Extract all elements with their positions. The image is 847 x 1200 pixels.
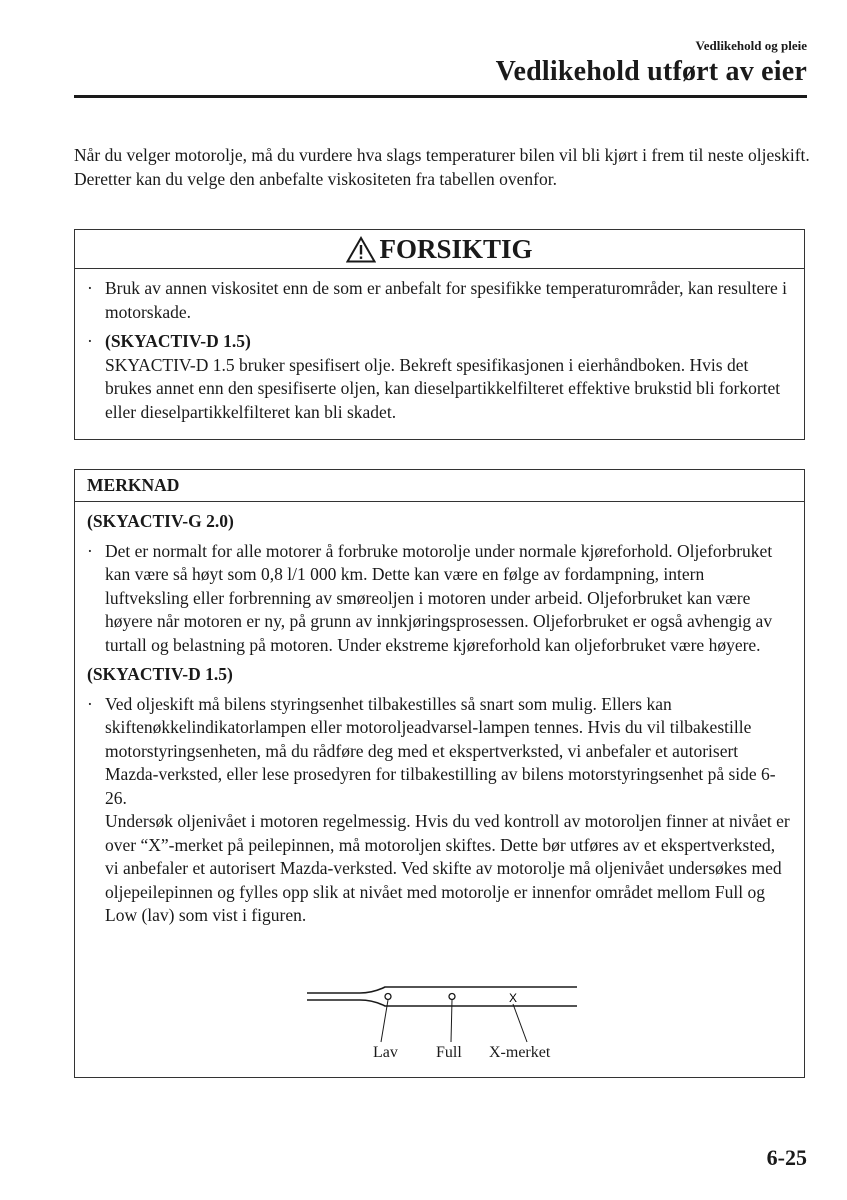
bullet-icon: · [87,693,93,714]
figure-label-low: Lav [373,1044,398,1061]
caution-item-text: SKYACTIV-D 1.5 bruker spesifisert olje. Bekreft spesifikasjonen i eierhåndboken. Hvis det brukes annet enn den spesifiserte oljen, kan dieselpartikkelfilteret effektive brukstid bli forkortet eller dieselpartikkelfilteret kan bli skadet. [105,354,781,422]
caution-header [75,230,804,269]
list-item [85,693,792,928]
dipstick-shape [307,987,577,1006]
caution-item-heading: (SKYACTIV-D 1.5) [105,331,251,351]
note-box [74,469,805,1078]
figure-label-x: X-merket [489,1044,551,1061]
header-divider [74,95,807,98]
caution-title: FORSIKTIG [379,233,533,264]
bullet-icon: · [87,540,93,561]
caution-item-text: Bruk av annen viskositet enn de som er anbefalt for spesifikke temperaturområder, kan resultere i motorskade. [105,278,788,322]
page-title: Vedlikehold utført av eier [495,56,807,87]
list-item [85,540,792,658]
intro-paragraph-1: Når du velger motorolje, må du vurdere hva slags temperaturer bilen vil bli kjørt i frem til neste oljeskift. [74,145,810,165]
list-item [85,330,792,424]
note-subheading-d15: (SKYACTIV-D 1.5) [87,664,233,684]
bullet-icon: · [87,331,93,351]
caution-item-body [105,330,792,424]
note-text-g20: Det er normalt for alle motorer å forbruke motorolje under normale kjøreforhold. Oljeforbruket kan være så høyt som 0,8 l/1 000 km. Dette kan være en følge av fordampning, intern luftveksling eller forbrenning av smøreoljen i motoren under arbeid. Oljeforbruket kan være høyere når motoren er ny, på grunn av innkjøringsprosessen. Oljeforbruket er også avhengig av turtall og belastning på motoren. Under ekstreme kjøreforhold kan oljeforbruket være høyere. [105,540,773,655]
intro-text [74,144,814,191]
list-item [85,277,792,324]
warning-triangle-icon [346,236,376,263]
intro-paragraph-2: Deretter kan du velge den anbefalte viskositeten fra tabellen ovenfor. [74,168,557,189]
note-text-d15-b: Undersøk oljenivået i motoren regelmessig. Hvis du ved kontroll av motoroljen finner at nivået er over “X”-merket på peilepinnen, må motoroljen skiftes. Dette bør utføres av et ekspertverksted, vi anbefaler et autorisert Mazda-verksted. Ved skifte av motorolje må oljenivået undersøkes med oljepeilepinnen og fylles opp slik at nivået med motorolje er innenfor området mellom Full og Low (lav) som vist i figuren. [105,811,790,925]
full-mark [449,994,455,1000]
note-body-d15 [105,693,792,928]
caution-list [75,269,804,424]
bullet-icon: · [87,278,93,298]
note-text-d15-a: Ved oljeskift må bilens styringsenhet tilbakestilles så snart som mulig. Ellers kan skiftenøkkelindikatorlampen eller motoroljeadvarsel-lampen tennes. Hvis du vil tilbakestille motorstyringsenheten, må du rådføre deg med et ekspertverksted, vi anbefaler et autorisert Mazda-verksted, eller lese prosedyren for tilbakestilling av bilens motorstyringsenhet på side 6-26. [105,693,776,808]
caution-box [74,229,805,440]
note-subheading-g20: (SKYACTIV-G 2.0) [87,511,234,531]
figure-label-full: Full [436,1044,462,1061]
note-title: MERKNAD [75,470,804,502]
x-mark: X [509,991,518,1005]
note-content [75,502,804,928]
page-number: 6-25 [766,1145,807,1170]
x-leader [513,1004,527,1042]
low-mark [385,994,391,1000]
dipstick-figure [305,985,665,1045]
section-header: Vedlikehold og pleie [695,38,807,53]
